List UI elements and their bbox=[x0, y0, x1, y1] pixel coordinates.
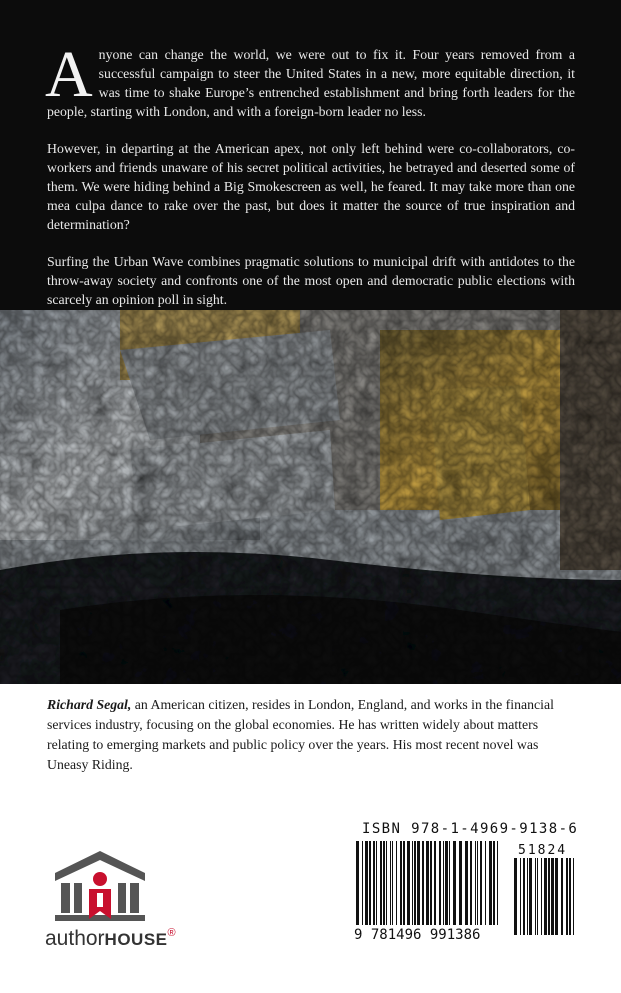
barcode-bar bbox=[561, 858, 563, 935]
addon-digits: 51824 bbox=[518, 843, 568, 858]
blurb-paragraph-2: However, in departing at the American apex, not only left behind were co-collaborators, co-workers and friends unaware of his secret political activities, he betrayed and deserted some of them. We were hiding behind a Big Smokescreen as well, he feared. It may take more than one mea culpa dance to rake over the past, but does it matter the source of true inspiration and determination? bbox=[47, 141, 575, 232]
drop-cap: A bbox=[45, 38, 93, 111]
author-name: Richard Segal, bbox=[47, 697, 132, 712]
barcode-bar bbox=[493, 841, 495, 925]
barcode-bar bbox=[497, 841, 498, 925]
cover-artwork-image bbox=[0, 310, 621, 684]
barcode-bar bbox=[407, 841, 410, 925]
barcode-bar bbox=[434, 841, 436, 925]
barcode-bar bbox=[422, 841, 424, 925]
barcode-bar bbox=[400, 841, 402, 925]
barcode-bar bbox=[426, 841, 429, 925]
barcode-bar bbox=[569, 858, 571, 935]
publisher-name bbox=[45, 927, 176, 951]
isbn-label: ISBN 978-1-4969-9138-6 bbox=[362, 821, 579, 837]
barcode-bar bbox=[541, 858, 542, 935]
barcode-bar bbox=[573, 858, 574, 935]
barcode-graphic bbox=[352, 839, 582, 943]
barcode-bar bbox=[537, 858, 538, 935]
house-book-logo-icon bbox=[45, 845, 155, 927]
blurb-paragraph-3: Surfing the Urban Wave combines pragmatic solutions to municipal drift with antidotes to the throw-away society and confronts one of the most open and democratic public elections with scarcely an opinion poll in sight. bbox=[47, 254, 575, 307]
barcode-bar bbox=[485, 841, 486, 925]
leather-texture-artwork bbox=[0, 310, 621, 684]
blurb-paragraph-1-text: nyone can change the world, we were out to fix it. Four years removed from a successful campaign to steer the United States in a new, more equitable direction, it was time to shake Europe’s entrenched establishment and bring forth leaders for the people, starting with London, and with a foreign-born leader no less. bbox=[47, 47, 575, 119]
barcode-bar bbox=[449, 841, 450, 925]
barcode-bar bbox=[373, 841, 375, 925]
barcode-bar bbox=[465, 841, 468, 925]
barcode-bar bbox=[529, 858, 532, 935]
barcode-bar bbox=[414, 841, 416, 925]
blurb-text bbox=[45, 38, 575, 327]
barcode-bar bbox=[390, 841, 391, 925]
barcode-bar bbox=[356, 841, 359, 925]
barcode-bar bbox=[453, 841, 456, 925]
barcode-bar bbox=[535, 858, 536, 935]
barcode-bar bbox=[392, 841, 393, 925]
barcode-bar bbox=[566, 858, 568, 935]
barcode-bar bbox=[443, 841, 444, 925]
barcode-bar bbox=[365, 841, 368, 925]
publisher-name-light: author bbox=[45, 927, 105, 950]
barcode-bar bbox=[439, 841, 441, 925]
barcode-bar bbox=[396, 841, 397, 925]
barcode-bar bbox=[475, 841, 476, 925]
author-bio bbox=[47, 695, 575, 775]
barcode-bar bbox=[376, 841, 377, 925]
registered-mark: ® bbox=[167, 927, 176, 939]
barcode-bar bbox=[383, 841, 385, 925]
barcode-bar bbox=[544, 858, 547, 935]
author-bio-text: an American citizen, resides in London, England, and works in the financial services industry, focusing on the global economies. He has written widely about matters relating to emerging markets and public policy over the years. His most recent novel was Uneasy Riding. bbox=[47, 697, 554, 772]
barcode-bar bbox=[403, 841, 405, 925]
barcode-bar bbox=[386, 841, 387, 925]
barcode-bar bbox=[369, 841, 371, 925]
ean-digits: 9 781496 991386 bbox=[354, 927, 481, 943]
back-cover-blurb-panel bbox=[0, 0, 621, 310]
blurb-paragraph-1 bbox=[45, 38, 575, 121]
barcode-bar bbox=[489, 841, 492, 925]
barcode-bar bbox=[412, 841, 413, 925]
barcode-bar bbox=[527, 858, 528, 935]
barcode-bar bbox=[362, 841, 363, 925]
publisher-name-bold: HOUSE bbox=[104, 930, 168, 949]
barcode-bar bbox=[380, 841, 382, 925]
barcode-bar bbox=[417, 841, 420, 925]
barcode-bar bbox=[514, 858, 517, 935]
barcode-bar bbox=[548, 858, 550, 935]
barcode-bar bbox=[551, 858, 554, 935]
barcode-bar bbox=[555, 858, 558, 935]
barcode-bar bbox=[523, 858, 525, 935]
barcode-bar bbox=[430, 841, 432, 925]
barcode-bar bbox=[470, 841, 472, 925]
barcode-bar bbox=[480, 841, 482, 925]
isbn-barcode bbox=[352, 839, 582, 943]
barcode-bar bbox=[520, 858, 521, 935]
barcode-bar bbox=[445, 841, 448, 925]
publisher-logo bbox=[45, 845, 205, 955]
barcode-bar bbox=[477, 841, 478, 925]
barcode-bar bbox=[459, 841, 462, 925]
